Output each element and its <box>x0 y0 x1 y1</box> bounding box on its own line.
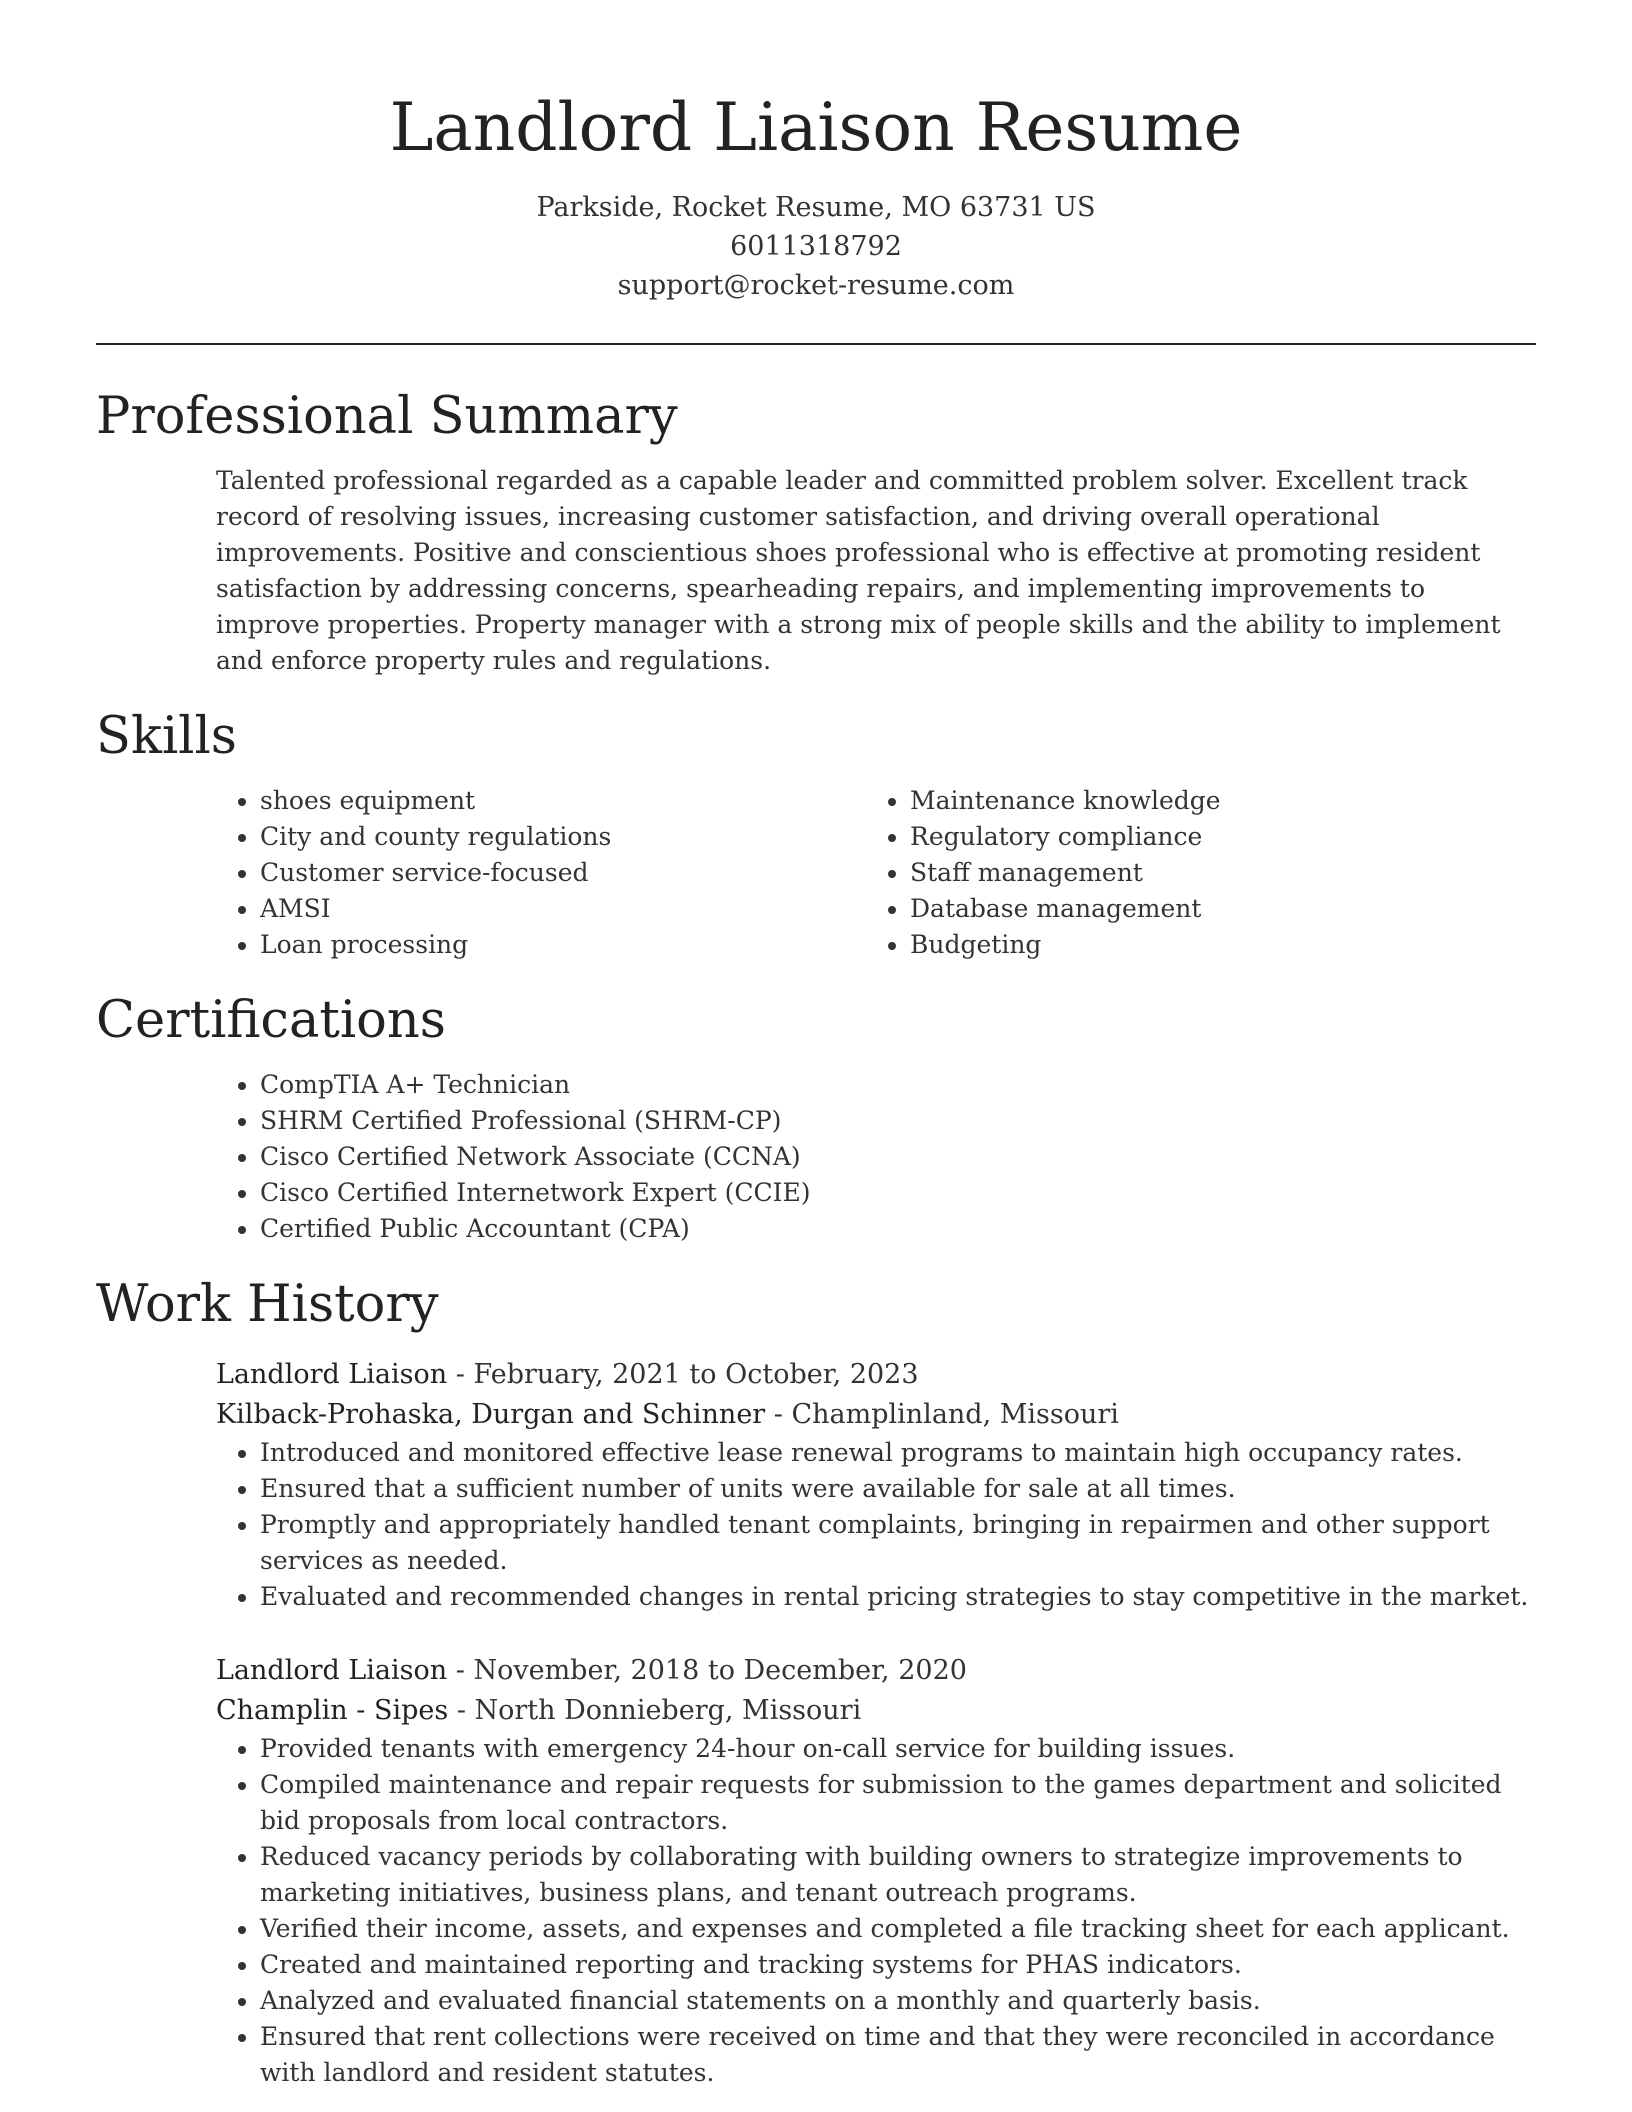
header-divider <box>96 343 1536 345</box>
skill-item: • City and county regulations <box>260 819 866 855</box>
job-company-line <box>216 1395 1536 1435</box>
job-location: - North Donnieberg, Missouri <box>448 1695 862 1726</box>
skill-item: • shoes equipment <box>260 783 866 819</box>
skill-item: • Customer service-focused <box>260 855 866 891</box>
resume-header <box>96 0 1536 305</box>
certifications-list <box>216 1067 1536 1247</box>
job-company-line <box>216 1691 1536 1731</box>
skill-item: • Maintenance knowledge <box>910 783 1516 819</box>
work-history-heading: Work History <box>96 1275 439 1334</box>
job-title-line <box>216 1651 1536 1691</box>
certification-item: • Cisco Certified Internetwork Expert (CCIE) <box>260 1175 1536 1211</box>
certifications-heading: Certifications <box>96 991 446 1050</box>
summary-heading: Professional Summary <box>96 387 678 446</box>
job-role: Landlord Liaison <box>216 1655 448 1686</box>
certifications-list-wrap <box>216 1067 1536 1247</box>
certification-item: • SHRM Certified Professional (SHRM-CP) <box>260 1103 1536 1139</box>
job-bullet: • Compiled maintenance and repair requests for submission to the games department and solicited bid proposals from local contractors. <box>260 1767 1536 1839</box>
job-bullet: • Verified their income, assets, and expenses and completed a file tracking sheet for each applicant. <box>260 1911 1536 1947</box>
contact-phone: 6011318792 <box>730 231 902 262</box>
skills-column-right <box>866 783 1516 963</box>
job-bullet-list <box>216 1435 1536 1615</box>
skills-column-left <box>216 783 866 963</box>
job-bullet: • Ensured that rent collections were received on time and that they were reconciled in accordance with landlord and resident statutes. <box>260 2019 1536 2091</box>
skill-item: • Loan processing <box>260 927 866 963</box>
job-bullet: • Created and maintained reporting and tracking systems for PHAS indicators. <box>260 1947 1536 1983</box>
certification-item: • Cisco Certified Network Associate (CCNA) <box>260 1139 1536 1175</box>
job-bullet: • Ensured that a sufficient number of units were available for sale at all times. <box>260 1471 1536 1507</box>
certifications-section <box>96 989 1536 1247</box>
work-history-section <box>96 1273 1536 2091</box>
job-bullet-list <box>216 1731 1536 2091</box>
job-bullet: • Evaluated and recommended changes in rental pricing strategies to stay competitive in the market. <box>260 1579 1536 1615</box>
job-bullet: • Promptly and appropriately handled tenant complaints, bringing in repairmen and other support services as needed. <box>260 1507 1536 1579</box>
job-company: Champlin - Sipes <box>216 1695 449 1726</box>
resume-title: Landlord Liaison Resume <box>389 89 1243 166</box>
certification-item: • Certified Public Accountant (CPA) <box>260 1211 1536 1247</box>
job-entry <box>216 1651 1536 2091</box>
summary-text: Talented professional regarded as a capable leader and committed problem solver. Excellent track record of resolving issues, increasing customer satisfaction, and driving overall operational improvements. Positive and conscientious shoes professional who is effective at promoting resident satisfaction by addressing concerns, spearheading repairs, and implementing improvements to improve properties. Property manager with a strong mix of people skills and the ability to implement and enforce property rules and regulations. <box>216 466 1501 675</box>
job-bullet: • Provided tenants with emergency 24-hour on-call service for building issues. <box>260 1731 1536 1767</box>
job-dates: - November, 2018 to December, 2020 <box>447 1655 967 1686</box>
job-company: Kilback-Prohaska, Durgan and Schinner <box>216 1399 766 1430</box>
certification-item: • CompTIA A+ Technician <box>260 1067 1536 1103</box>
skills-grid <box>216 783 1536 963</box>
contact-address: Parkside, Rocket Resume, MO 63731 US <box>536 192 1096 223</box>
skill-item: • Database management <box>910 891 1516 927</box>
skills-section <box>96 705 1536 963</box>
skills-heading: Skills <box>96 707 237 766</box>
job-location: - Champlinland, Missouri <box>765 1399 1119 1430</box>
contact-email: support@rocket-resume.com <box>617 270 1015 301</box>
job-bullet: • Introduced and monitored effective lease renewal programs to maintain high occupancy rates. <box>260 1435 1536 1471</box>
skill-item: • AMSI <box>260 891 866 927</box>
resume-page <box>96 0 1536 2091</box>
summary-section <box>96 385 1536 679</box>
contact-block <box>96 188 1536 305</box>
job-bullet: • Reduced vacancy periods by collaborating with building owners to strategize improvements to marketing initiatives, business plans, and tenant outreach programs. <box>260 1839 1536 1911</box>
job-title-line <box>216 1355 1536 1395</box>
skill-item: • Regulatory compliance <box>910 819 1516 855</box>
skill-item: • Budgeting <box>910 927 1516 963</box>
skills-list-left <box>216 783 866 963</box>
job-bullet: • Analyzed and evaluated financial statements on a monthly and quarterly basis. <box>260 1983 1536 2019</box>
job-entry <box>216 1355 1536 1615</box>
skills-list-right <box>866 783 1516 963</box>
job-role: Landlord Liaison <box>216 1359 448 1390</box>
job-dates: - February, 2021 to October, 2023 <box>447 1359 919 1390</box>
skill-item: • Staff management <box>910 855 1516 891</box>
